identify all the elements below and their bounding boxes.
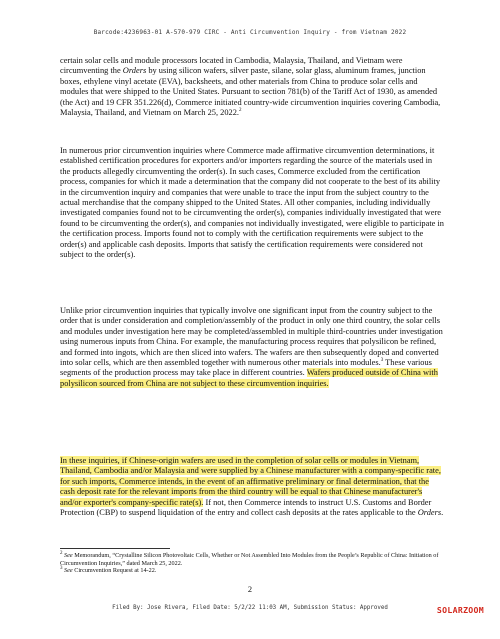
footnote-text: Memorandum, “Crystalline Silicon Photovoltaic Cells, Whether or Not Assembled Into Modules from the People’s Republic of China: Initiation of Circumvention Inquiries,” dated March 25, 2022. bbox=[60, 552, 439, 567]
paragraph-4-text-b: If not, then Commerce intends to instruct U.S. Customs and Border Protection (CBP) to suspend liquidation of the entry and collect cash deposits at the rates applicable to the bbox=[60, 497, 432, 518]
paragraph-1 bbox=[60, 56, 444, 118]
footnotes bbox=[60, 552, 444, 575]
orders-term: Orders bbox=[122, 66, 147, 76]
paragraph-1-text-b: by using silicon wafers, silver paste, silane, solar glass, aluminum frames, junction boxes, ethylene vinyl acetate (EVA), backsheets, and other materials from China to produce solar cells and modules that were shipped to the United States. Pursuant to section 781(b) of the Tariff Act of 1930, as amended (the Act) and 19 CFR 351.226(d), Commerce initiated country-wide circumvention inquiries covering Cambodia, Malaysia, Thailand, and Vietnam on March 25, 2022. bbox=[60, 66, 441, 118]
page-number: 2 bbox=[247, 585, 253, 594]
solarzoom-logo: SOLARZOOM bbox=[436, 605, 484, 615]
highlighted-text-wafers: Wafers produced outside of China with polysilicon sourced from China are not subject to these circumvention inquiries. bbox=[60, 368, 438, 388]
footnote-number: 3 bbox=[60, 566, 63, 572]
paragraph-4 bbox=[60, 456, 444, 518]
footnote-ref-3[interactable]: 3 bbox=[380, 358, 384, 364]
footnote-ref-2[interactable]: 2 bbox=[238, 108, 242, 114]
filed-footer: Filed By: Jose Rivera, Filed Date: 5/2/22 11:03 AM, Submission Status: Approved bbox=[112, 605, 388, 611]
footnote-see: See bbox=[64, 567, 73, 575]
footnote-2 bbox=[60, 552, 444, 567]
footnote-number: 2 bbox=[60, 550, 63, 556]
paragraph-3 bbox=[60, 306, 444, 389]
paragraph-2 bbox=[60, 146, 444, 260]
footnote-divider bbox=[60, 548, 170, 549]
paragraph-2-text: In numerous prior circumvention inquiries where Commerce made affirmative circumvention determinations, it established certification procedures for exporters and/or importers regarding the source of the materials used in the products allegedly circumventing the order(s). In such cases, Commerce excluded from the certification process, companies for which it made a determination that the company did not cooperate to the best of its ability in the circumvention inquiry and companies that were unable to trace the input from the subject country to the actual merchandise that the company shipped to the United States. All other companies, including individually investigated companies found not to be circumventing the order(s), companies individually investigated that were found to be circumventing the order(s), and companies not individually investigated, were eligible to participate in the certification process. Imports found not to comply with the certification requirements were subject to the order(s) and applicable cash deposits. Imports that satisfy the certification requirements were considered not subject to the order(s). bbox=[60, 146, 444, 260]
footnote-3 bbox=[60, 567, 444, 575]
barcode-header: Barcode:4236963-01 A-570-979 CIRC - Anti Circumvention Inquiry - from Vietnam 2022 bbox=[93, 29, 407, 36]
footnote-text: Circumvention Request at 14-22. bbox=[72, 567, 157, 575]
paragraph-1-text-a: certain solar cells and module processors located in Cambodia, Malaysia, Thailand, and Vietnam were circumventing the bbox=[60, 56, 403, 76]
paragraph-3-text-b: These various segments of the production process may take place in different countries. bbox=[60, 358, 432, 378]
footnote-see: See bbox=[64, 552, 73, 559]
paragraph-4-end: . bbox=[441, 508, 444, 518]
highlighted-text-rates: In these inquiries, if Chinese-origin wafers are used in the completion of solar cells or modules in Vietnam, Thailand, Cambodia and/or Malaysia and were supplied by a Chinese manufacturer with a company-specific rate, for such imports, Commerce intends, in the event of an affirmative preliminary or final determination, that the cash deposit rate for the relevant imports from the third country will be equal to that Chinese manufacturer's and/or exporter's company-specific rate(s). bbox=[60, 456, 441, 507]
orders-term: Orders bbox=[417, 508, 442, 518]
paragraph-3-text-a: Unlike prior circumvention inquiries that typically involve one significant input from the country subject to the order that is under consideration and completion/assembly of the product in only one third country, the solar cells and modules under investigation here may be completed/assembled in multiple third-countries under investigation using numerous inputs from China. For example, the manufacturing process requires that polysilicon be refined, and formed into ingots, which are then sliced into wafers. The wafers are then subsequently doped and converted into solar cells, which are then assembled together with numerous other materials into modules. bbox=[60, 306, 443, 368]
